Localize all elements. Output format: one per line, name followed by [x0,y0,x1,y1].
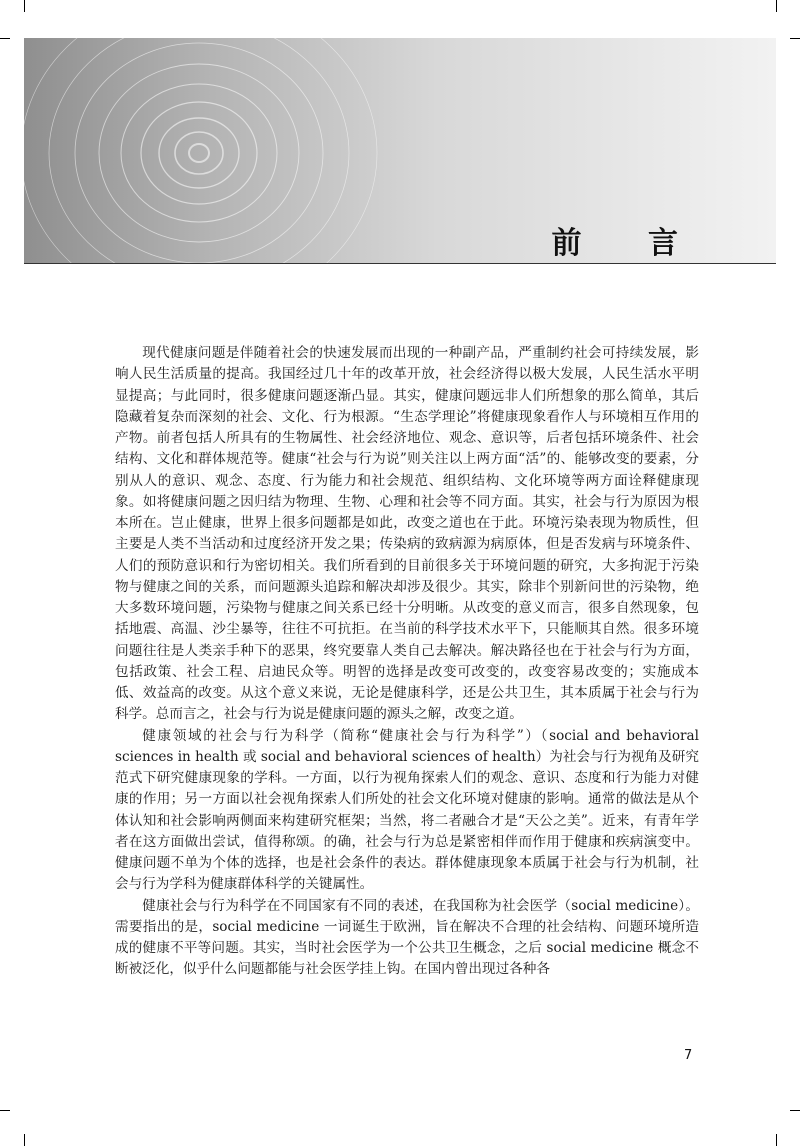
crop-mark-bottom-right-h [790,1110,800,1111]
crop-mark-bottom-left-v [24,1134,25,1146]
paragraph-1: 现代健康问题是伴随着社会的快速发展而出现的一种副产品，严重制约社会可持续发展，影响人民生活质量的提高。我国经过几十年的改革开放，社会经济得以极大发展，人民生活水平明显提高；与此同时，很多健康问题逐渐凸显。其实，健康问题远非人们所想象的那么简单，其后隐藏着复杂而深刻的社会、文化、行为根源。“生态学理论”将健康现象看作人与环境相互作用的产物。前者包括人所具有的生物属性、社会经济地位、观念、意识等，后者包括环境条件、社会结构、文化和群体规范等。健康“社会与行为说”则关注以上两方面“活”的、能够改变的要素，分别从人的意识、观念、态度、行为能力和社会规范、组织结构、文化环境等两方面诠释健康现象。如将健康问题之因归结为物理、生物、心理和社会等不同方面。其实，社会与行为原因为根本所在。岂止健康，世界上很多问题都是如此，改变之道也在于此。环境污染表现为物质性，但主要是人类不当活动和过度经济开发之果；传染病的致病源为病原体，但是否发病与环境条件、人们的预防意识和行为密切相关。我们所看到的目前很多关于环境问题的研究，大多拘泥于污染物与健康之间的关系，而问题源头追踪和解决却涉及很少。其实，除非个别新问世的污染物，绝大多数环境问题，污染物与健康之间关系已经十分明晰。从改变的意义而言，很多自然现象，包括地震、高温、沙尘暴等，往往不可抗拒。在当前的科学技术水平下，只能顺其自然。很多环境问题往往是人类亲手种下的恶果，终究要靠人类自己去解决。解决路径也在于社会与行为方面，包括政策、社会工程、启迪民众等。明智的选择是改变可改变的，改变容易改变的；实施成本低、效益高的改变。从这个意义来说，无论是健康科学，还是公共卫生，其本质属于社会与行为科学。总而言之，社会与行为说是健康问题的源头之解，改变之道。 [115,345,699,723]
crop-mark-top-right-v [776,0,777,12]
crop-mark-bottom-left-h [0,1110,10,1111]
header-rule [24,263,776,264]
paragraph-2: 健康领域的社会与行为科学（简称“健康社会与行为科学”）（social and behavioral sciences in health 或 social and behavioral sciences of health）为社会与行为视角及研究范式下研究健康现象的学科。一方面，以行为视角探索人们的观念、意识、态度和行为能力对健康的作用；另一方面以社会视角探索人们所处的社会文化环境对健康的影响。通常的做法是从个体认知和社会影响两侧面来构建研究框架；当然，将二者融合才是“天公之美”。近来，有青年学者在这方面做出尝试，值得称颂。的确，社会与行为总是紧密相伴而作用于健康和疾病演变中。健康问题不单为个体的选择，也是社会条件的表达。群体健康现象本质属于社会与行为机制，社会与行为学科为健康群体科学的关键属性。 [115,727,699,893]
crop-mark-top-left-v [24,0,25,12]
crop-mark-top-right-h [790,38,800,39]
body-text [115,343,699,981]
paragraph-3: 健康社会与行为科学在不同国家有不同的表述，在我国称为社会医学（social medicine）。需要指出的是，social medicine 一词诞生于欧洲，旨在解决不合理的社会结构、问题环境所造成的健康不平等问题。其实，当时社会医学为一个公共卫生概念，之后 social medicine 概念不断被泛化，似乎什么问题都能与社会医学挂上钩。在国内曾出现过各种各 [115,897,699,978]
crop-mark-bottom-right-v [776,1134,777,1146]
page-number: 7 [684,1048,693,1063]
crop-mark-top-left-h [0,38,10,39]
page-title: 前 言 [551,226,706,261]
